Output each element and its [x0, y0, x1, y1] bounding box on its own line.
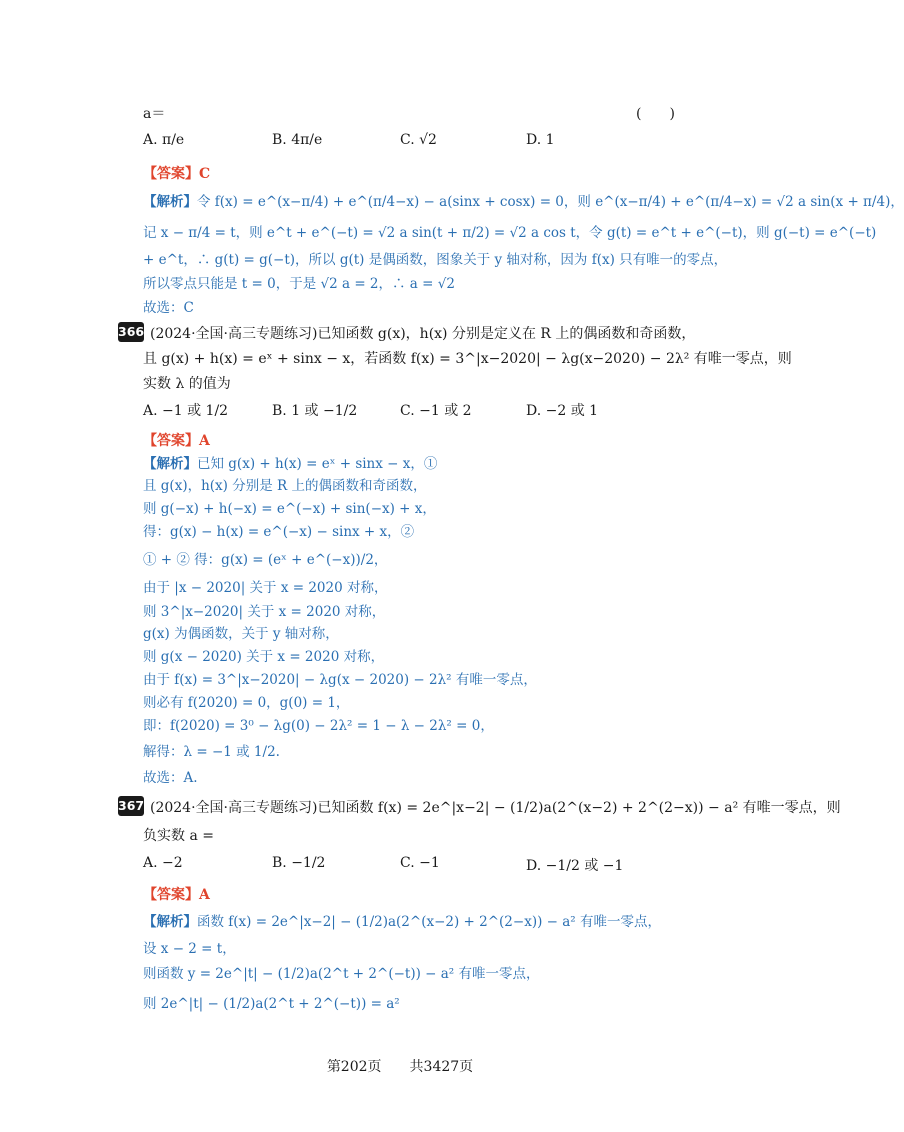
q367-solution-line-4: 则 2e^|t| − (1/2)a(2^t + 2^(−t)) = a²: [143, 996, 400, 1012]
q366-stem-line-1: (2024·全国·高三专题练习)已知函数 g(x)，h(x) 分别是定义在 R 上的偶函数和奇函数，: [150, 326, 696, 342]
q366-option-a: A. −1 或 1/2: [143, 403, 229, 419]
solution-line-2: 记 x − π/4 = t，则 e^t + e^(−t) = √2 a sin(t + π/2) = √2 a cos t，令 g(t) = e^t + e^(−t)，则 g(−t) = e^(−t): [143, 225, 877, 241]
q366-solution-line-9: 则 g(x − 2020) 关于 x = 2020 对称，: [143, 649, 385, 665]
answer-line: [143, 163, 210, 183]
stem-end: a＝: [143, 106, 166, 122]
q367-solution-line-2: 设 x − 2 = t，: [143, 941, 236, 957]
question-number-367: 367: [118, 796, 144, 816]
answer-value: C: [199, 166, 211, 182]
q366-option-b: B. 1 或 −1/2: [272, 403, 358, 419]
q367-solution-label: 【解析】: [143, 914, 197, 930]
q367-answer-label: 【答案】: [143, 887, 199, 903]
solution-line-4: 所以零点只能是 t = 0，于是 √2 a = 2，∴ a = √2: [143, 276, 455, 292]
option-b: B. 4π/e: [272, 132, 323, 148]
q366-solution-line-3: 则 g(−x) + h(−x) = e^(−x) + sin(−x) + x，: [143, 501, 436, 517]
q366-solution-line-8: g(x) 为偶函数，关于 y 轴对称，: [143, 626, 339, 642]
q366-solution-line-10: 由于 f(x) = 3^|x−2020| − λg(x − 2020) − 2λ² 有唯一零点，: [143, 672, 537, 688]
answer-blank: ( ): [636, 106, 675, 122]
solution-line-5: 故选：C: [143, 300, 194, 316]
q367-answer-value: A: [199, 887, 210, 903]
option-d: D. 1: [526, 132, 555, 148]
q366-stem-line-3: 实数 λ 的值为: [143, 376, 231, 392]
q366-solution-line-2: 且 g(x)，h(x) 分别是 R 上的偶函数和奇函数，: [143, 478, 427, 494]
q367-option-d: D. −1/2 或 −1: [526, 858, 624, 874]
q366-stem-line-2: 且 g(x) + h(x) = eˣ + sinx − x，若函数 f(x) = 3^|x−2020| − λg(x−2020) − 2λ² 有唯一零点，则: [143, 351, 792, 367]
q366-solution-line-11: 则必有 f(2020) = 0，g(0) = 1，: [143, 695, 350, 711]
q366-answer-label: 【答案】: [143, 433, 199, 449]
solution-line-1: 【解析】令 f(x) = e^(x−π/4) + e^(π/4−x) − a(sinx + cosx) = 0，则 e^(x−π/4) + e^(π/4−x) = √2 a sin(x + π/4)，: [143, 194, 904, 210]
q366-answer-value: A: [199, 433, 210, 449]
page-footer: 第202页 共3427页: [326, 1059, 474, 1075]
q366-option-c: C. −1 或 2: [400, 403, 472, 419]
solution-label: 【解析】: [143, 194, 197, 210]
q366-solution-line-12: 即：f(2020) = 3⁰ − λg(0) − 2λ² = 1 − λ − 2λ² = 0，: [143, 718, 494, 734]
q366-solution-line-13: 解得：λ = −1 或 1/2.: [143, 744, 280, 760]
option-c: C. √2: [400, 132, 437, 148]
q366-solution-line-6: 由于 |x − 2020| 关于 x = 2020 对称，: [143, 580, 388, 596]
q367-stem-line-2: 负实数 a =: [143, 828, 214, 844]
question-number-366: 366: [118, 322, 144, 342]
q367-solution-line-1: 【解析】函数 f(x) = 2e^|x−2| − (1/2)a(2^(x−2) + 2^(2−x)) − a² 有唯一零点，: [143, 914, 662, 930]
option-a: A. π/e: [143, 132, 185, 148]
q366-solution-line-7: 则 3^|x−2020| 关于 x = 2020 对称，: [143, 604, 386, 620]
q366-solution-line-5: ① + ② 得：g(x) = (eˣ + e^(−x))/2，: [143, 552, 388, 568]
q367-option-c: C. −1: [400, 855, 440, 871]
q367-stem-line-1: (2024·全国·高三专题练习)已知函数 f(x) = 2e^|x−2| − (1/2)a(2^(x−2) + 2^(2−x)) − a² 有唯一零点，则: [150, 800, 841, 816]
q367-answer-line: [143, 884, 210, 904]
q366-solution-label: 【解析】: [143, 456, 197, 472]
q367-option-a: A. −2: [143, 855, 183, 871]
q367-solution-line-3: 则函数 y = 2e^|t| − (1/2)a(2^t + 2^(−t)) − a² 有唯一零点，: [143, 966, 540, 982]
q366-solution-line-14: 故选：A.: [143, 770, 198, 786]
q366-option-d: D. −2 或 1: [526, 403, 599, 419]
q366-solution-line-1: 【解析】已知 g(x) + h(x) = eˣ + sinx − x，①: [143, 456, 438, 472]
answer-label: 【答案】: [143, 166, 199, 182]
q366-solution-line-4: 得：g(x) − h(x) = e^(−x) − sinx + x，②: [143, 524, 415, 540]
q366-answer-line: [143, 430, 210, 450]
q367-option-b: B. −1/2: [272, 855, 326, 871]
solution-line-3: + e^t，∴ g(t) = g(−t)，所以 g(t) 是偶函数，图象关于 y 轴对称，因为 f(x) 只有唯一的零点，: [143, 252, 728, 268]
